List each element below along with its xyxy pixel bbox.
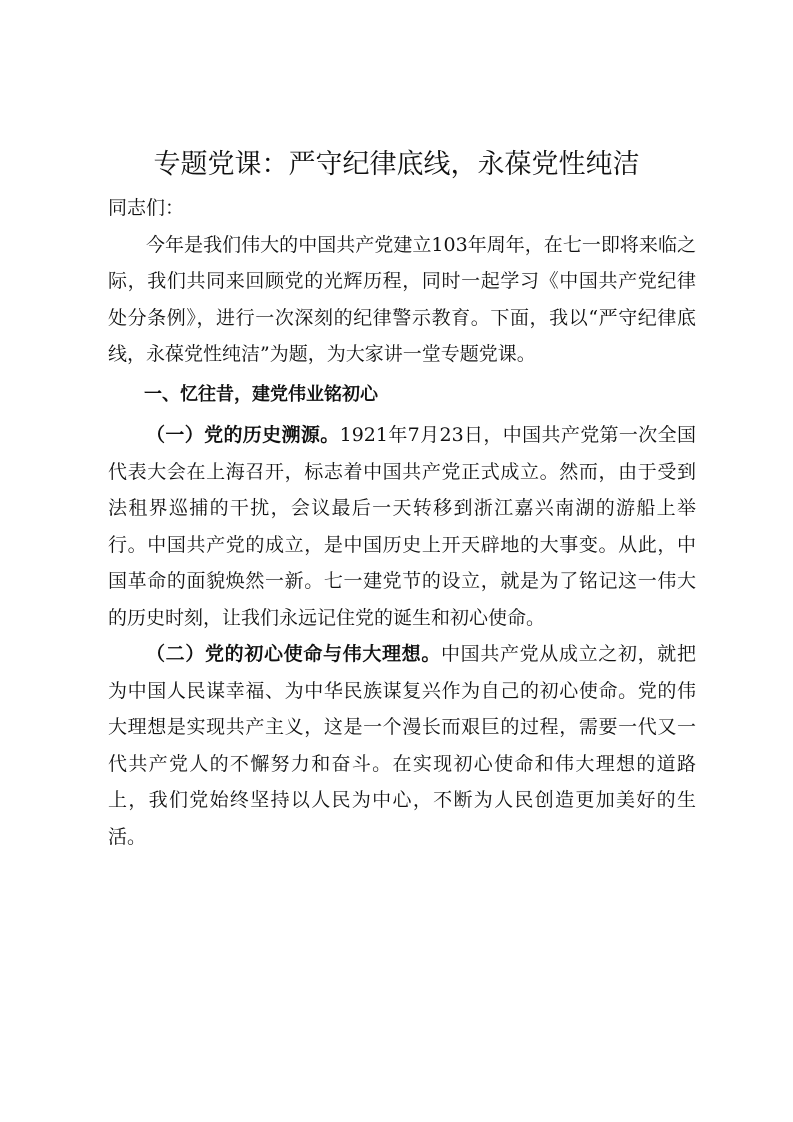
subsection-text-1: 1921年7月23日，中国共产党第一次全国代表大会在上海召开，标志着中国共产党正式成立。然而，由于受到法租界巡捕的干扰，会议最后一天转移到浙江嘉兴南湖的游船上举行。中国共产党的成立，是中国历史上开天辟地的大事变。从此，中国革命的面貌焕然一新。七一建党节的设立，就是为了铭记这一伟大的历史时刻，让我们永远记住党的诞生和初心使命。 <box>108 424 696 629</box>
intro-paragraph: 今年是我们伟大的中国共产党建立103年周年，在七一即将来临之际，我们共同来回顾党的光辉历程，同时一起学习《中国共产党纪律处分条例》，进行一次深刻的纪律警示教育。下面，我以“严守纪律底线，永葆党性纯洁”为题，为大家讲一堂专题党课。 <box>108 233 696 365</box>
subsection-heading-2: （二）党的初心使命与伟大理想。 <box>146 643 441 665</box>
section-heading-1: 一、忆往昔，建党伟业铭初心 <box>144 383 378 405</box>
salutation: 同志们： <box>108 197 185 219</box>
subsection-heading-1: （一）党的历史溯源。 <box>146 424 340 446</box>
subsection-text-2: 中国共产党从成立之初，就把为中国人民谋幸福、为中华民族谋复兴作为自己的初心使命。党的伟大理想是实现共产主义，这是一个漫长而艰巨的过程，需要一代又一代共产党人的不懈努力和奋斗。在实现初心使命和伟大理想的道路上，我们党始终坚持以人民为中心，不断为人民创造更加美好的生活。 <box>108 643 696 848</box>
subsection-paragraph-1 <box>108 417 696 636</box>
document-body <box>108 190 696 855</box>
document-title: 专题党课：严守纪律底线，永葆党性纯洁 <box>153 149 640 180</box>
subsection-paragraph-2 <box>108 636 696 855</box>
